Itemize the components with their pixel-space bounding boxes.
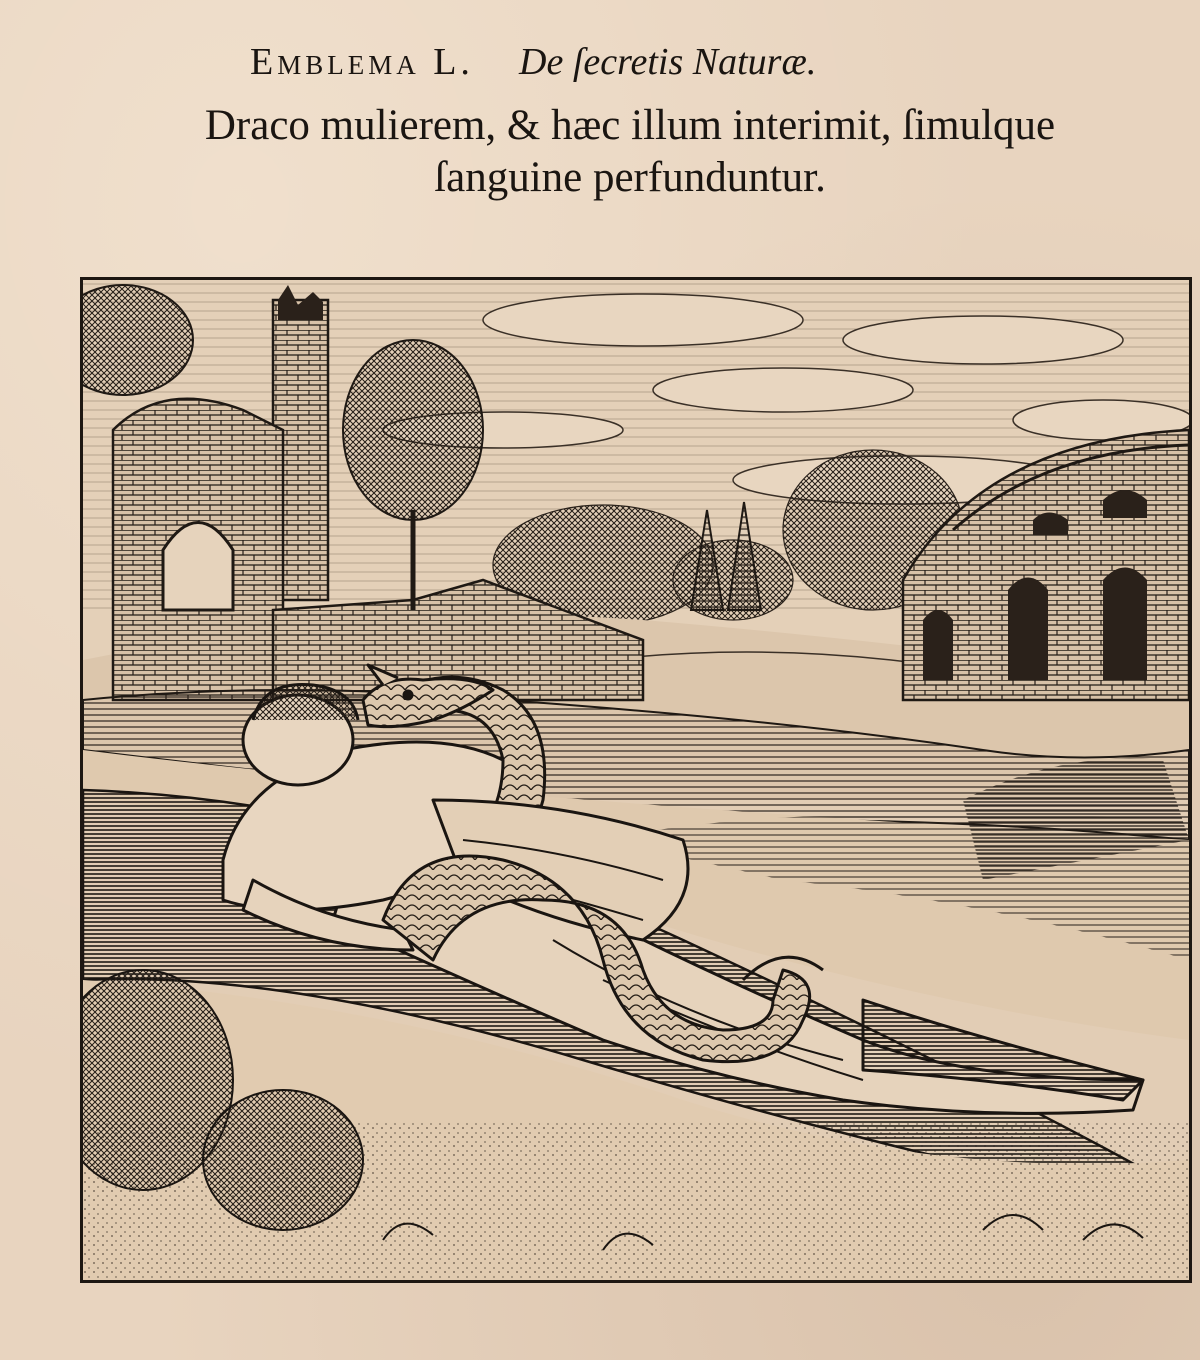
emblem-motto bbox=[140, 100, 1120, 204]
emblem-number: Emblema L. bbox=[250, 41, 474, 83]
engraving-illustration bbox=[83, 280, 1189, 1280]
motto-line-2: ſanguine perfunduntur. bbox=[434, 154, 826, 201]
emblem-heading bbox=[250, 40, 990, 88]
motto-line-1: Draco mulierem, & hæc illum interimit, ſimulque bbox=[204, 102, 1056, 149]
emblem-topic: De ſecretis Naturæ. bbox=[519, 41, 817, 83]
engraving-plate bbox=[80, 277, 1192, 1283]
